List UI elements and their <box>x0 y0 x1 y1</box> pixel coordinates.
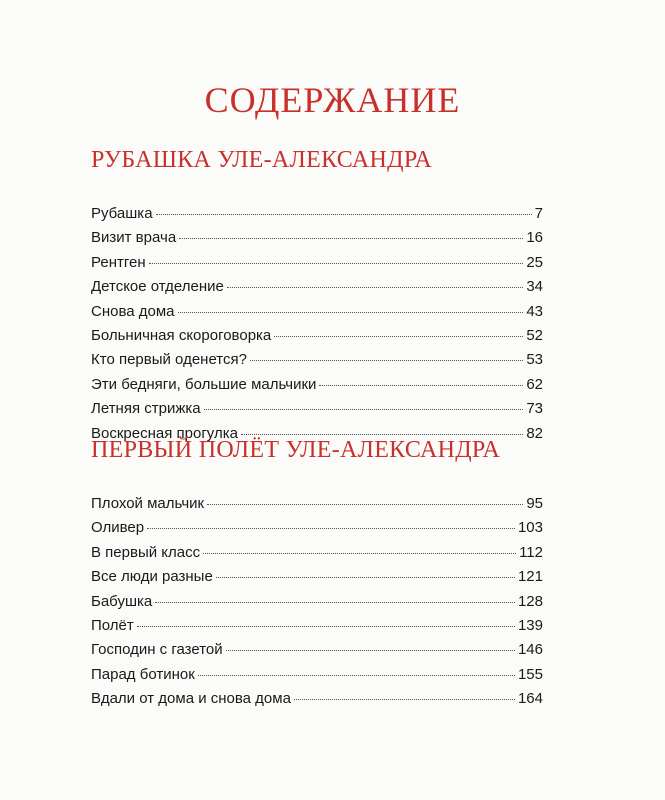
toc-entry-page-number: 7 <box>534 205 543 222</box>
toc-entry <box>91 397 543 421</box>
dot-leader <box>156 213 532 215</box>
toc-entry <box>91 226 543 250</box>
toc-section-2 <box>91 436 543 712</box>
toc-entry-title: Эти бедняги, большие мальчики <box>91 375 317 393</box>
toc-list <box>91 202 543 446</box>
dot-leader <box>178 311 524 313</box>
dot-leader <box>204 408 524 410</box>
toc-entry-page-number: 146 <box>517 641 543 659</box>
toc-entry-page-number: 155 <box>517 665 543 683</box>
toc-entry <box>91 687 543 711</box>
dot-leader <box>147 527 515 529</box>
dot-leader <box>227 286 523 288</box>
toc-entry-title: Больничная скороговорка <box>91 326 272 344</box>
toc-entry-title: Воскресная прогулка <box>91 424 238 442</box>
dot-leader <box>216 576 515 578</box>
toc-entry-title: Рубашка <box>91 205 153 222</box>
toc-entry-page-number: 43 <box>526 302 543 320</box>
toc-entry-page-number: 52 <box>526 326 543 344</box>
toc-entry-page-number: 164 <box>517 690 543 708</box>
toc-list <box>91 492 543 712</box>
toc-entry-title: Кто первый оденется? <box>91 351 247 369</box>
dot-leader <box>137 625 515 627</box>
toc-entry-page-number: 112 <box>519 543 543 561</box>
page-title: СОДЕРЖАНИЕ <box>204 80 461 120</box>
toc-entry <box>91 202 543 226</box>
toc-entry-page-number: 82 <box>526 424 543 442</box>
dot-leader <box>319 384 523 386</box>
toc-entry-title: Парад ботинок <box>91 665 195 683</box>
toc-entry <box>91 590 543 614</box>
toc-entry-title: Визит врача <box>91 229 177 247</box>
dot-leader <box>203 552 516 554</box>
section-heading: РУБАШКА УЛЕ-АЛЕКСАНДРА <box>91 147 433 173</box>
toc-entry <box>91 565 543 589</box>
dot-leader <box>198 674 515 676</box>
toc-section-1 <box>91 146 543 446</box>
toc-entry <box>91 516 543 540</box>
toc-entry-title: Господин с газетой <box>91 641 223 659</box>
toc-entry-title: Оливер <box>91 519 145 537</box>
dot-leader <box>179 237 523 239</box>
dot-leader <box>294 698 515 700</box>
toc-entry-page-number: 139 <box>517 616 543 634</box>
toc-entry <box>91 373 543 397</box>
toc-entry <box>91 663 543 687</box>
toc-entry-page-number: 95 <box>526 495 543 512</box>
dot-leader <box>250 359 523 361</box>
toc-entry-page-number: 73 <box>526 400 543 418</box>
toc-entry <box>91 492 543 516</box>
toc-entry <box>91 541 543 565</box>
toc-entry-title: Все люди разные <box>91 568 213 586</box>
toc-entry <box>91 251 543 275</box>
toc-entry <box>91 348 543 372</box>
dot-leader <box>274 335 523 337</box>
toc-entry-title: Рентген <box>91 253 146 271</box>
dot-leader <box>149 262 524 264</box>
toc-entry-title: В первый класс <box>91 543 201 561</box>
toc-entry <box>91 275 543 299</box>
toc-entry-page-number: 128 <box>517 592 543 610</box>
toc-entry-title: Вдали от дома и снова дома <box>91 690 291 708</box>
toc-entry-page-number: 62 <box>526 375 543 393</box>
toc-entry-title: Плохой мальчик <box>91 495 205 512</box>
toc-entry <box>91 638 543 662</box>
toc-entry-page-number: 103 <box>517 519 543 537</box>
toc-entry-title: Бабушка <box>91 592 153 610</box>
dot-leader <box>155 601 515 603</box>
toc-entry <box>91 300 543 324</box>
dot-leader <box>241 433 523 435</box>
toc-entry <box>91 614 543 638</box>
toc-entry-page-number: 16 <box>526 229 543 247</box>
toc-entry-page-number: 53 <box>526 351 543 369</box>
toc-entry-title: Детское отделение <box>91 278 224 296</box>
toc-entry-page-number: 25 <box>526 253 543 271</box>
toc-entry-title: Полёт <box>91 616 134 634</box>
dot-leader <box>226 649 515 651</box>
toc-entry-title: Летняя стрижка <box>91 400 201 418</box>
toc-entry-page-number: 121 <box>517 568 543 586</box>
dot-leader <box>207 503 523 505</box>
toc-entry-title: Снова дома <box>91 302 175 320</box>
toc-entry-page-number: 34 <box>526 278 543 296</box>
section-heading: ПЕРВЫЙ ПОЛЁТ УЛЕ-АЛЕКСАНДРА <box>91 437 501 463</box>
toc-entry <box>91 324 543 348</box>
